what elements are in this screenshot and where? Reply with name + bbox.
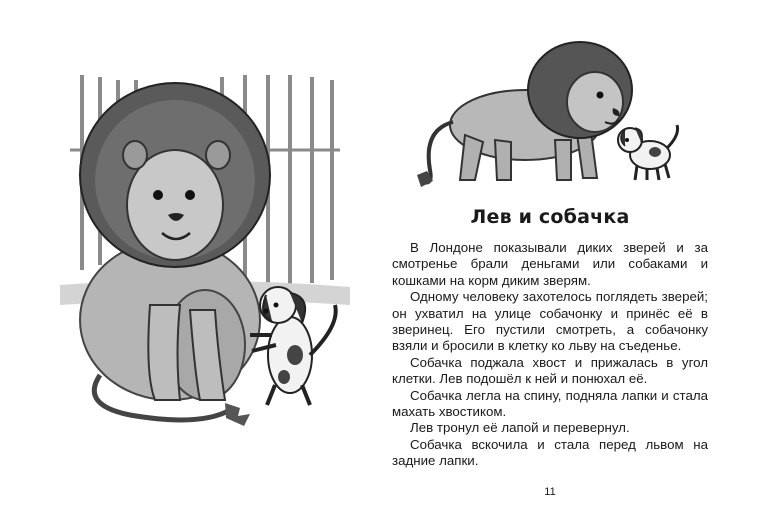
small-dog-figure bbox=[618, 125, 678, 180]
story-paragraph: Собачка поджала хвост и прижалась в угол клетки. Лев подошёл к ней и понюхал её. bbox=[392, 354, 708, 387]
story-title: Лев и собачка bbox=[470, 206, 630, 228]
lion-walking-figure bbox=[417, 42, 632, 187]
story-paragraph: Собачка вскочила и стала перед львом на задние лапки. bbox=[392, 436, 708, 469]
story-text bbox=[392, 240, 708, 470]
story-paragraph: Лев тронул её лапой и перевернул. bbox=[410, 420, 630, 436]
lion-figure bbox=[80, 83, 270, 426]
story-paragraph: В Лондоне показывали диких зверей и за смотренье брали деньгами или собаками и кошками на корм диким зверям. bbox=[392, 240, 708, 288]
lion-in-cage-illustration bbox=[40, 55, 370, 455]
dog-figure bbox=[250, 287, 336, 405]
lion-and-dog-illustration bbox=[405, 30, 695, 195]
story-paragraph: Собачка легла на спину, подняла лапки и стала махать хвостиком. bbox=[392, 387, 708, 420]
page-number: 11 bbox=[544, 486, 556, 498]
story-paragraph: Одному человеку захотелось поглядеть зверей; он ухватил на улице собачонку и принёс её в зверинец. Его пустили смотреть, а собачонку взяли и бросили в клетку ко льву на съеденье. bbox=[392, 289, 708, 354]
